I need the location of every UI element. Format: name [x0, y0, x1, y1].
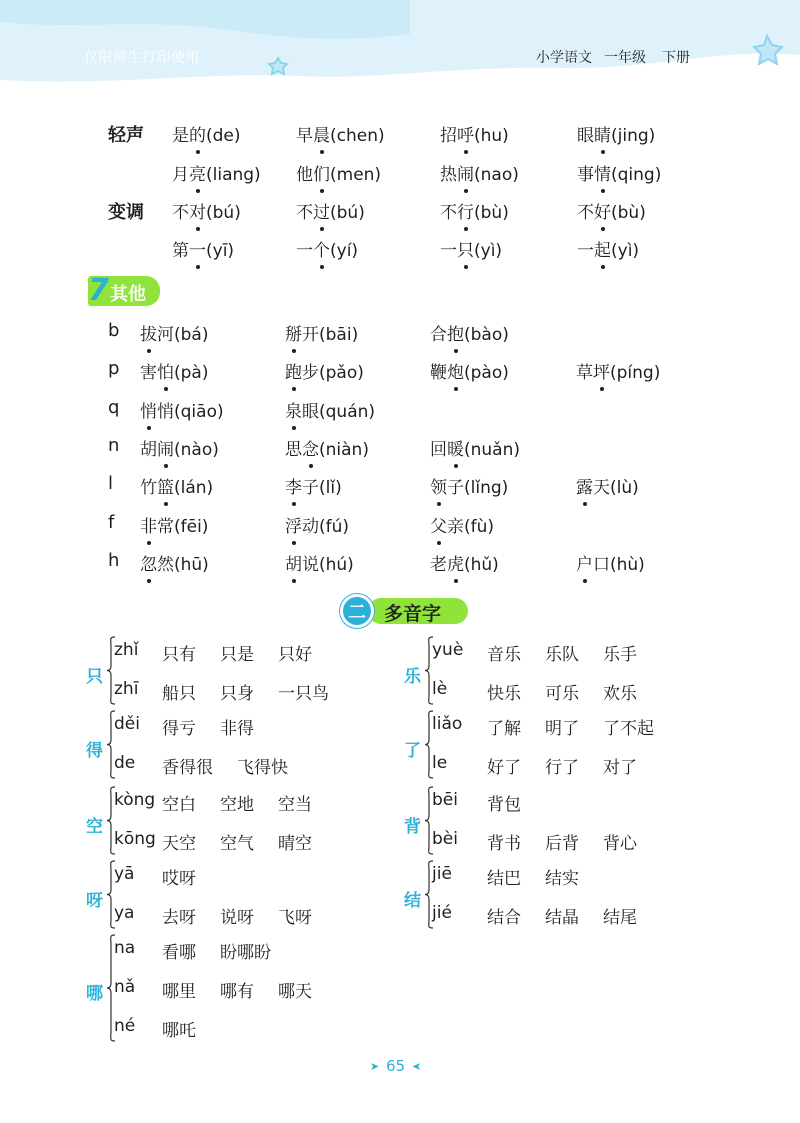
- word-char: 回: [430, 440, 447, 460]
- word-char-marked: 们: [313, 160, 330, 185]
- pinyin: (yí): [330, 241, 359, 261]
- pinyin: (liang): [206, 165, 261, 185]
- pinyin: (pǎo): [319, 363, 364, 383]
- reading-word: 只好: [278, 645, 312, 665]
- word-char: 眼: [302, 402, 319, 422]
- reading-pinyin: kōng: [114, 829, 156, 849]
- reading-word: 乐手: [603, 645, 637, 665]
- pinyin: (bú): [330, 203, 365, 223]
- pinyin: (de): [206, 126, 241, 146]
- reading-word: 结巴: [487, 869, 521, 889]
- tone-word: [172, 121, 241, 146]
- word-char: 怕: [157, 358, 174, 383]
- section-7-title: 其他: [110, 284, 146, 305]
- reading-word: 了解: [487, 719, 521, 739]
- pinyin: (bù): [611, 203, 646, 223]
- reading-word: 说呀: [220, 908, 254, 928]
- other-word: [285, 512, 349, 537]
- reading-word: 结实: [545, 869, 579, 889]
- pinyin: (nuǎn): [464, 440, 521, 460]
- other-word: [576, 358, 660, 383]
- reading-pinyin: zhǐ: [114, 640, 139, 660]
- polyphonic-char: 空: [86, 816, 103, 837]
- polyphonic-char: 只: [86, 666, 103, 687]
- initial-letter: h: [108, 550, 120, 571]
- tone-word: [440, 198, 509, 223]
- word-char: 坪: [593, 358, 610, 383]
- word-char: 眼: [577, 126, 594, 146]
- reading-word: 飞呀: [278, 908, 312, 928]
- pinyin: (hú): [319, 555, 354, 575]
- reading-pinyin: jiē: [432, 864, 452, 884]
- word-char-marked: 的: [189, 121, 206, 146]
- reading-word: 结合: [487, 908, 521, 928]
- tone-word: [296, 198, 365, 223]
- reading-word: 空白: [162, 795, 196, 815]
- word-char-marked: 个: [313, 236, 330, 261]
- word-char: 竹: [140, 478, 157, 498]
- pinyin: (lù): [610, 478, 639, 498]
- reading-word: 空地: [220, 795, 254, 815]
- word-char: 常: [157, 517, 174, 537]
- other-word: [285, 397, 375, 422]
- word-char: 篮: [157, 473, 174, 498]
- word-char: 领: [430, 473, 447, 498]
- word-char: 子: [302, 478, 319, 498]
- reading-pinyin: děi: [114, 714, 140, 734]
- reading-word: 结尾: [603, 908, 637, 928]
- word-char: 害: [140, 363, 157, 383]
- pinyin: (jing): [611, 126, 656, 146]
- reading-word: 空气: [220, 834, 254, 854]
- volume-label: 下册: [662, 50, 690, 66]
- word-char: 动: [302, 517, 319, 537]
- word-char: 炮: [447, 358, 464, 383]
- page-number: 65: [386, 1057, 406, 1075]
- pinyin: (yī): [206, 241, 235, 261]
- word-char: 不: [440, 203, 457, 223]
- reading-word: 背书: [487, 834, 521, 854]
- initial-letter: l: [108, 473, 114, 494]
- pinyin: (nao): [474, 165, 519, 185]
- reading-word: 哪有: [220, 982, 254, 1002]
- polyphonic-char: 背: [404, 816, 421, 837]
- word-char: 抱: [447, 320, 464, 345]
- word-char-marked: 亮: [189, 160, 206, 185]
- section-2-number: 二: [348, 602, 366, 623]
- tone-word: [172, 160, 261, 185]
- word-char: 跑: [285, 358, 302, 383]
- word-char: 一: [296, 241, 313, 261]
- initial-letter: p: [108, 358, 120, 379]
- word-char: 李: [285, 473, 302, 498]
- qingsheng-label: 轻声: [108, 125, 144, 146]
- other-word: [140, 473, 213, 498]
- reading-word: 好了: [487, 758, 521, 778]
- reading-pinyin: yuè: [432, 640, 464, 660]
- pinyin: (yì): [611, 241, 640, 261]
- word-char-marked: 起: [594, 236, 611, 261]
- tone-word: [172, 236, 234, 261]
- pinyin: (hu): [474, 126, 509, 146]
- word-char: 不: [296, 203, 313, 223]
- word-char-marked: 一: [189, 236, 206, 261]
- reading-word: 结晶: [545, 908, 579, 928]
- word-char: 掰: [285, 320, 302, 345]
- reading-pinyin: ya: [114, 903, 135, 923]
- word-char: 浮: [285, 512, 302, 537]
- reading-pinyin: le: [432, 753, 448, 773]
- tone-word: [440, 160, 519, 185]
- section-7-header: [88, 273, 160, 308]
- word-char: 说: [302, 555, 319, 575]
- pinyin: (chen): [330, 126, 385, 146]
- other-word: [140, 550, 209, 575]
- word-char: 第: [172, 241, 189, 261]
- word-char: 父: [430, 512, 447, 537]
- polyphonic-char: 哪: [86, 984, 103, 1004]
- word-char: 早: [296, 126, 313, 146]
- word-char: 河: [157, 325, 174, 345]
- reading-pinyin: zhī: [114, 679, 139, 699]
- word-char: 开: [302, 325, 319, 345]
- word-char: 闹: [157, 435, 174, 460]
- other-word: [140, 358, 208, 383]
- other-word: [140, 320, 208, 345]
- pinyin: (hù): [610, 555, 645, 575]
- word-char: 胡: [285, 550, 302, 575]
- tone-word: [440, 236, 502, 261]
- word-char: 亲: [447, 517, 464, 537]
- reading-pinyin: nǎ: [114, 977, 136, 997]
- reading-pinyin: yā: [114, 864, 135, 884]
- word-char-marked: 晨: [313, 121, 330, 146]
- section-2-header: [340, 594, 470, 628]
- polyphonic-char: 了: [404, 740, 421, 761]
- tone-word: [577, 160, 661, 185]
- word-char: 拔: [140, 320, 157, 345]
- word-char: 老: [430, 555, 447, 575]
- other-word: [140, 397, 224, 422]
- other-word: [430, 512, 494, 537]
- tone-word: [296, 121, 385, 146]
- pinyin: (hū): [174, 555, 209, 575]
- word-char: 不: [577, 203, 594, 223]
- pinyin: (yì): [474, 241, 503, 261]
- section-2-title: 多音字: [384, 603, 442, 625]
- other-word: [430, 358, 509, 383]
- word-char-marked: 对: [189, 198, 206, 223]
- word-char: 热: [440, 165, 457, 185]
- tone-word: [577, 198, 646, 223]
- pinyin: (fú): [319, 517, 350, 537]
- reading-pinyin: jié: [432, 903, 452, 923]
- reading-pinyin: bèi: [432, 829, 458, 849]
- pinyin: (nào): [174, 440, 219, 460]
- initial-letter: q: [108, 397, 120, 418]
- tone-word: [172, 198, 241, 223]
- word-char: 草: [576, 363, 593, 383]
- pinyin: (qing): [611, 165, 662, 185]
- tone-word: [577, 121, 655, 146]
- word-char-marked: 行: [457, 198, 474, 223]
- pinyin: (pào): [464, 363, 509, 383]
- pinyin: (pà): [174, 363, 209, 383]
- reading-word: 香得很: [162, 758, 213, 778]
- reading-word: 明了: [545, 719, 579, 739]
- word-char: 步: [302, 363, 319, 383]
- word-char-marked: 闹: [457, 160, 474, 185]
- pinyin: (bù): [474, 203, 509, 223]
- tone-word: [440, 121, 509, 146]
- word-char: 然: [157, 555, 174, 575]
- other-word: [285, 320, 358, 345]
- other-word: [285, 435, 369, 460]
- reading-word: 哪里: [162, 982, 196, 1002]
- word-char: 思: [285, 440, 302, 460]
- section-7-number: 7: [88, 273, 109, 308]
- polyphonic-char: 得: [86, 740, 103, 761]
- reading-pinyin: lè: [432, 679, 448, 699]
- reading-pinyin: kòng: [114, 790, 156, 810]
- polyphonic-char: 乐: [404, 666, 421, 687]
- other-word: [285, 550, 354, 575]
- other-word: [430, 473, 508, 498]
- reading-word: 背心: [603, 834, 637, 854]
- word-char-marked: 好: [594, 198, 611, 223]
- reading-word: 哪吒: [162, 1021, 196, 1041]
- word-char: 他: [296, 165, 313, 185]
- subject-label: 小学语文: [536, 50, 592, 66]
- pinyin: (bào): [464, 325, 509, 345]
- other-word: [140, 435, 219, 460]
- word-char: 忽: [140, 550, 157, 575]
- reading-word: 得亏: [162, 719, 196, 739]
- word-char: 非: [140, 512, 157, 537]
- tone-word: [577, 236, 639, 261]
- chevron-left-icon: ➤: [412, 1060, 422, 1073]
- word-char: 一: [440, 241, 457, 261]
- tone-word: [296, 160, 381, 185]
- word-char-marked: 睛: [594, 121, 611, 146]
- reading-word: 行了: [545, 758, 579, 778]
- pinyin: (fù): [464, 517, 495, 537]
- word-char-marked: 过: [313, 198, 330, 223]
- pinyin: (bāi): [319, 325, 359, 345]
- reading-word: 盼哪盼: [220, 943, 271, 963]
- word-char: 悄: [157, 402, 174, 422]
- reading-pinyin: bēi: [432, 790, 458, 810]
- word-char: 胡: [140, 440, 157, 460]
- pinyin: (niàn): [319, 440, 369, 460]
- reading-word: 只有: [162, 645, 196, 665]
- reading-word: 欢乐: [603, 684, 637, 704]
- other-word: [576, 550, 645, 575]
- pinyin: (men): [330, 165, 382, 185]
- pinyin: (bá): [174, 325, 209, 345]
- other-word: [285, 473, 342, 498]
- word-char: 月: [172, 165, 189, 185]
- reading-word: 一只鸟: [278, 684, 329, 704]
- reading-word: 音乐: [487, 645, 521, 665]
- word-char-marked: 情: [594, 160, 611, 185]
- reading-word: 去呀: [162, 908, 196, 928]
- pinyin: (quán): [319, 402, 376, 422]
- polyphonic-char: 结: [404, 890, 421, 911]
- word-char: 念: [302, 435, 319, 460]
- reading-word: 了不起: [603, 719, 654, 739]
- other-word: [430, 550, 499, 575]
- reading-word: 可乐: [545, 684, 579, 704]
- reading-word: 哪天: [278, 982, 312, 1002]
- reading-word: 对了: [603, 758, 637, 778]
- other-word: [576, 473, 639, 498]
- word-char: 招: [440, 126, 457, 146]
- word-char: 天: [593, 478, 610, 498]
- word-char-marked: 呼: [457, 121, 474, 146]
- pinyin: (bú): [206, 203, 241, 223]
- reading-pinyin: na: [114, 938, 136, 958]
- reading-pinyin: né: [114, 1016, 136, 1036]
- polyphonic-char: 呀: [86, 890, 103, 911]
- reading-word: 晴空: [278, 834, 312, 854]
- word-char: 泉: [285, 397, 302, 422]
- pinyin: (píng): [610, 363, 661, 383]
- word-char: 鞭: [430, 363, 447, 383]
- word-char: 合: [430, 325, 447, 345]
- word-char: 不: [172, 203, 189, 223]
- reading-word: 非得: [220, 719, 254, 739]
- reading-word: 快乐: [487, 684, 521, 704]
- word-char: 露: [576, 473, 593, 498]
- print-note: 仅限师生打印使用: [84, 50, 200, 66]
- reading-word: 乐队: [545, 645, 579, 665]
- reading-word: 后背: [545, 834, 579, 854]
- reading-word: 空当: [278, 795, 312, 815]
- reading-word: 只身: [220, 684, 254, 704]
- word-char: 虎: [447, 550, 464, 575]
- initial-letter: f: [108, 512, 115, 533]
- pinyin: (lán): [174, 478, 214, 498]
- pinyin: (lǐ): [319, 478, 342, 498]
- pinyin: (qiāo): [174, 402, 224, 422]
- initial-letter: n: [108, 435, 120, 456]
- word-char: 悄: [140, 397, 157, 422]
- pinyin: (fēi): [174, 517, 209, 537]
- other-word: [430, 320, 509, 345]
- word-char: 户: [576, 550, 593, 575]
- tone-word: [296, 236, 358, 261]
- pinyin: (lǐng): [464, 478, 509, 498]
- word-char: 一: [577, 241, 594, 261]
- word-char: 事: [577, 165, 594, 185]
- reading-pinyin: de: [114, 753, 136, 773]
- reading-word: 看哪: [162, 943, 196, 963]
- word-char: 是: [172, 126, 189, 146]
- other-word: [140, 512, 208, 537]
- reading-word: 哎呀: [162, 869, 196, 889]
- grade-label: 一年级: [604, 50, 646, 66]
- reading-word: 天空: [162, 834, 196, 854]
- biandiao-label: 变调: [108, 202, 144, 223]
- word-char-marked: 只: [457, 236, 474, 261]
- chevron-right-icon: ➤: [370, 1060, 380, 1073]
- other-word: [285, 358, 364, 383]
- word-char: 子: [447, 478, 464, 498]
- reading-word: 船只: [162, 684, 196, 704]
- initial-letter: b: [108, 320, 120, 341]
- reading-word: 飞得快: [237, 758, 288, 778]
- pinyin: (hǔ): [464, 555, 499, 575]
- reading-pinyin: liǎo: [432, 714, 463, 734]
- word-char: 口: [593, 555, 610, 575]
- reading-word: 只是: [220, 645, 254, 665]
- word-char: 暖: [447, 435, 464, 460]
- other-word: [430, 435, 520, 460]
- reading-word: 背包: [487, 795, 521, 815]
